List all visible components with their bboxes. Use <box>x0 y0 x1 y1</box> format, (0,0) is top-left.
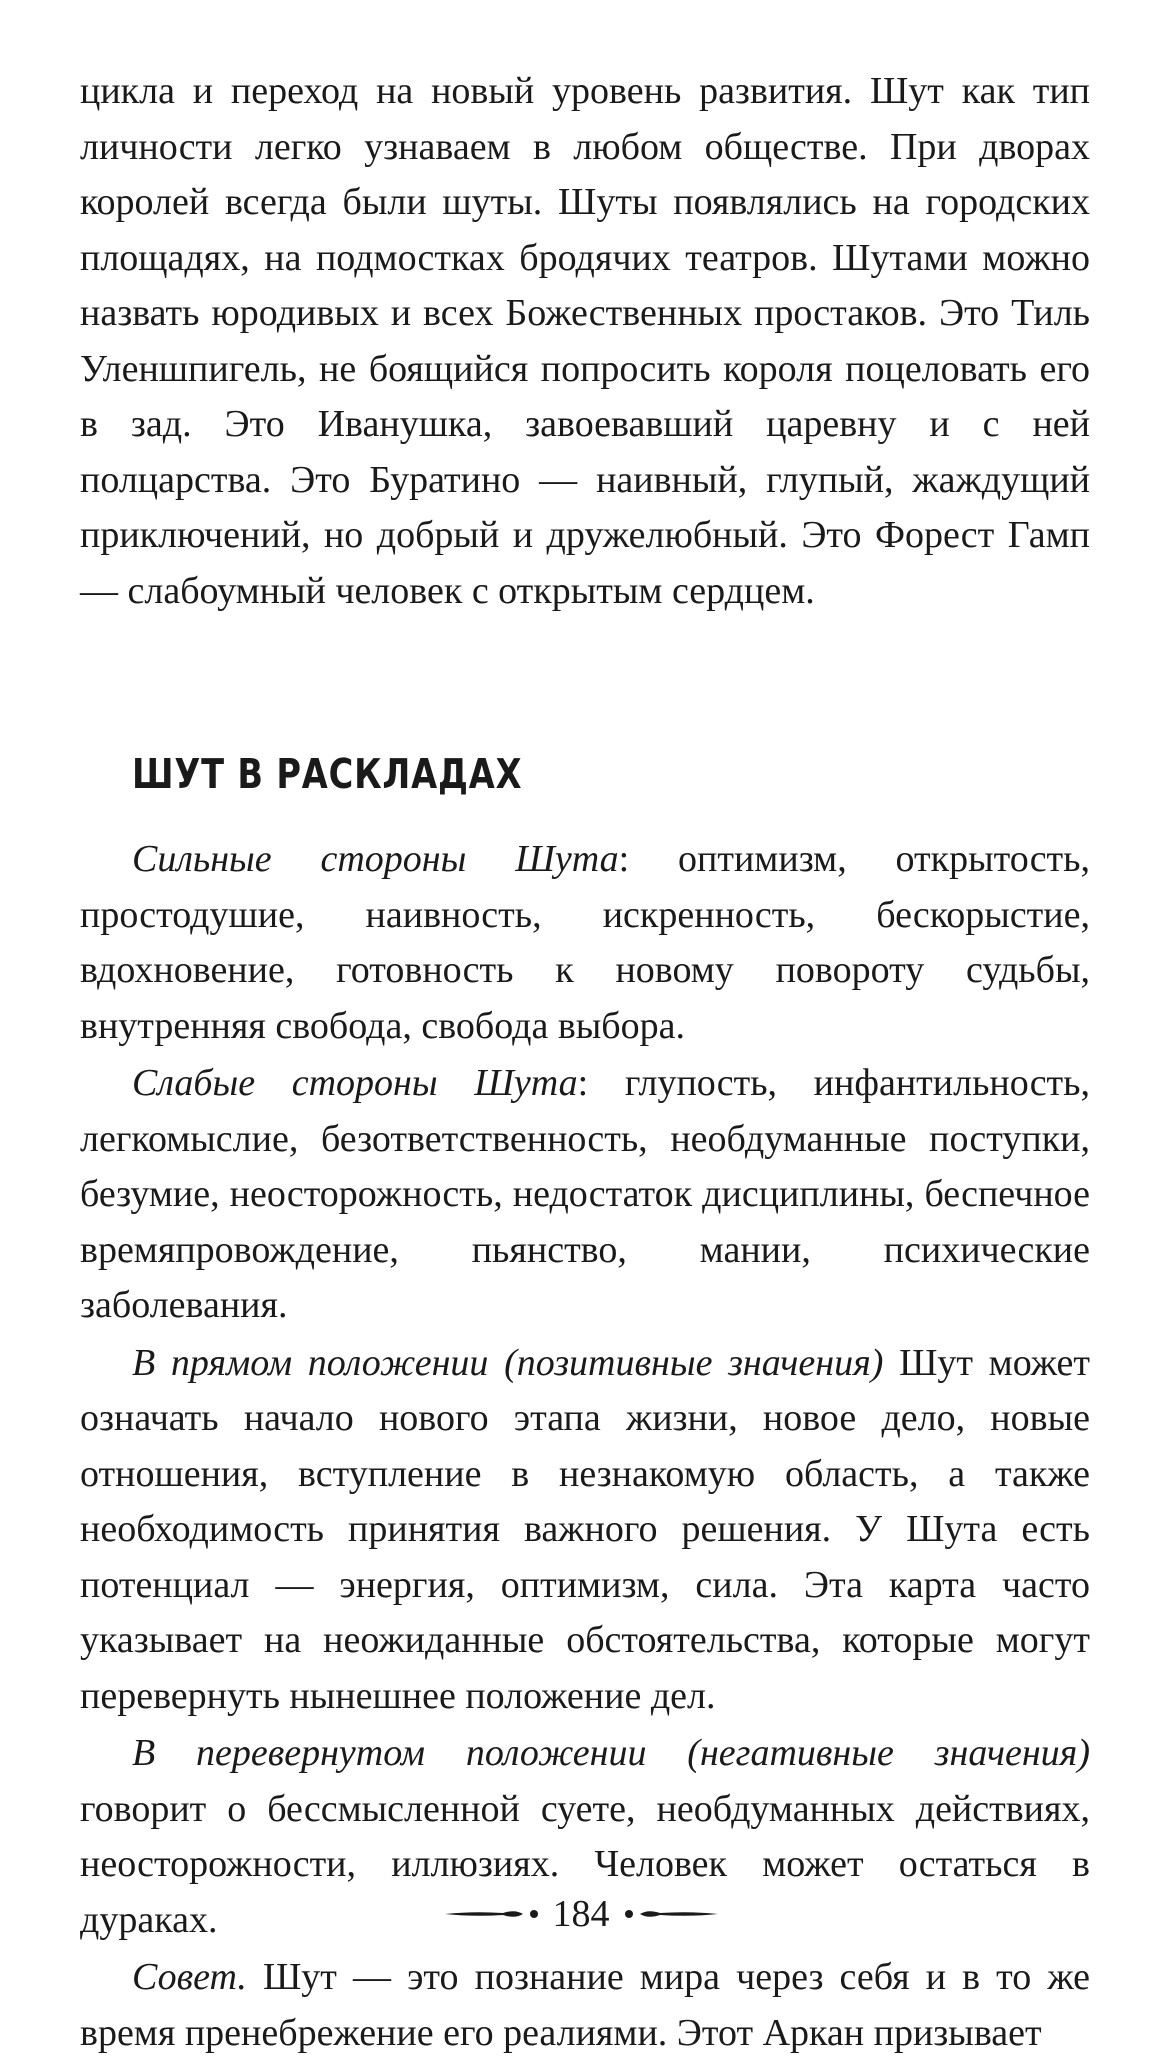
strong-sides-label: Сильные стороны Шута <box>132 838 619 880</box>
strong-sides-text: : оптимизм, открытость, простодушие, наивность, искренность, бескорыстие, вдохновение, готовность к новому повороту судьбы, внутренняя свобода, свобода выбора. <box>80 838 1090 1047</box>
upright-paragraph <box>80 1336 1090 1725</box>
weak-sides-label: Слабые стороны Шута <box>132 1062 578 1104</box>
flourish-right-icon <box>624 1906 720 1922</box>
section-heading: ШУТ В РАСКЛАДАХ <box>132 750 523 798</box>
advice-label: Совет. <box>132 1956 247 1998</box>
reversed-text: говорит о бессмысленной суете, необдуманных действиях, неосторожности, иллюзиях. Человек может остаться в дураках. <box>80 1787 1090 1941</box>
flourish-left-icon <box>443 1906 539 1922</box>
weak-sides-text: : глупость, инфантильность, легкомыслие, безответственность, необдуманные поступки, безумие, неосторожность, недостаток дисциплины, беспечное времяпровождение, пьянство, мании, психические заболевания. <box>80 1062 1090 1326</box>
book-page <box>80 64 1090 2061</box>
page-footer <box>0 1894 1162 1934</box>
advice-text: Шут — это познание мира через себя и в то же время пренебрежение его реалиями. Этот Аркан призывает <box>80 1956 1090 2054</box>
intro-paragraph: цикла и переход на новый уровень развития. Шут как тип личности легко узнаваем в любом обществе. При дворах королей всегда были шуты. Шуты появлялись на городских площадях, на подмостках бродячих театров. Шутами можно назвать юродивых и всех Божественных простаков. Это Тиль Уленшпигель, не боящийся попросить короля поцеловать его в зад. Это Иванушка, завоевавший царевну и с ней полцарства. Это Буратино — наивный, глупый, жаждущий приключений, но добрый и дружелюбный. Это Форест Гамп — слабоумный человек с открытым сердцем. <box>80 70 1090 612</box>
strong-sides-paragraph <box>80 832 1090 1054</box>
upright-text: Шут может означать начало нового этапа жизни, новое дело, новые отношения, вступление в незнакомую область, а также необходимость принятия важного решения. У Шута есть потенциал — энергия, оптимизм, сила. Эта карта часто указывает на неожиданные обстоятельства, которые могут перевернуть нынешнее положение дел. <box>80 1341 1090 1717</box>
reversed-label: В перевернутом положении (негативные значения) <box>132 1732 1090 1774</box>
advice-paragraph <box>80 1950 1090 2061</box>
upright-label: В прямом положении (позитивные значения) <box>132 1341 884 1384</box>
page-number: 184 <box>552 1893 610 1935</box>
weak-sides-paragraph <box>80 1056 1090 1334</box>
